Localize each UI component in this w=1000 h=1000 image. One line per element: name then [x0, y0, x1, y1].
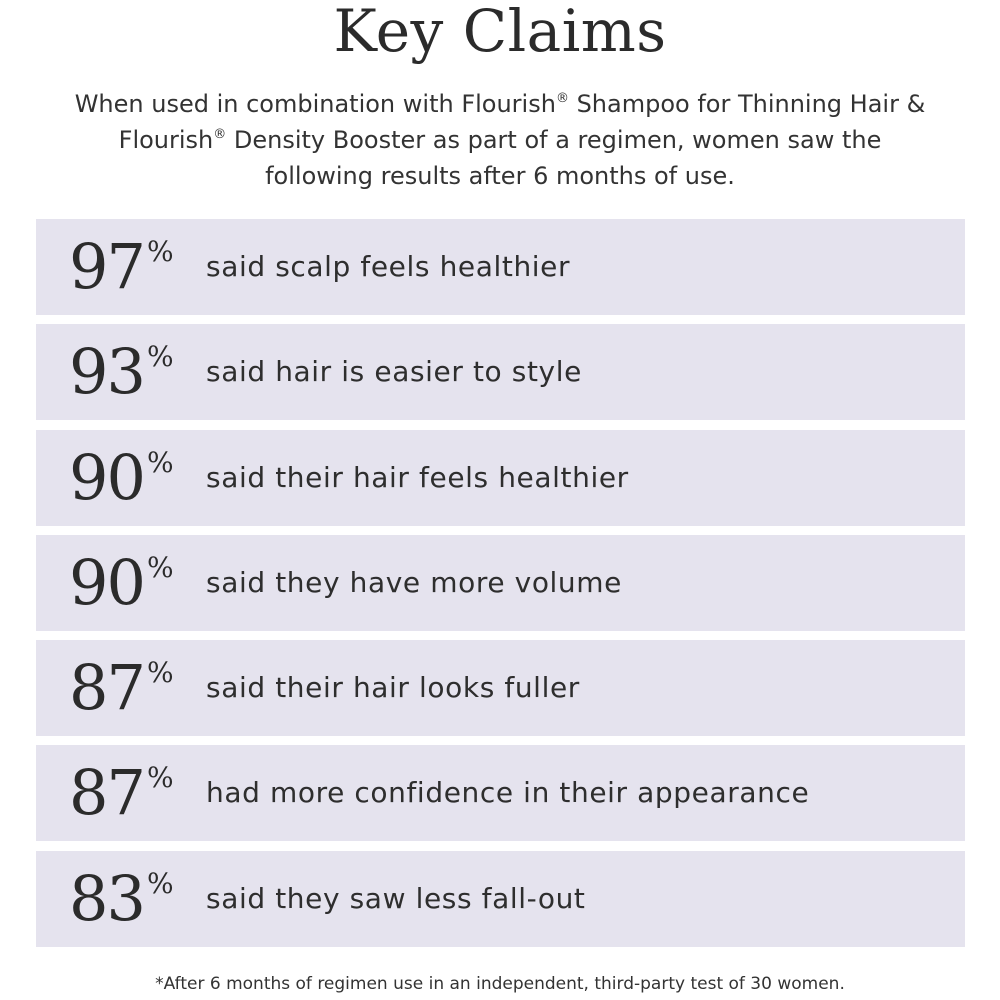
percent-sign: % [147, 761, 174, 795]
claim-percent-value: 87 [69, 651, 144, 725]
claim-text: said their hair feels healthier [206, 460, 629, 494]
claim-text: said they have more volume [206, 565, 622, 599]
claim-percent-value: 93 [69, 335, 144, 409]
claim-percent-value: 90 [69, 440, 144, 514]
intro-line-1: When used in combination with Flourish® Shampoo for Thinning Hair & [74, 90, 926, 118]
claim-row [36, 745, 965, 841]
claim-row [36, 219, 965, 315]
claims-list [36, 219, 965, 956]
claim-text: had more confidence in their appearance [206, 776, 810, 810]
claim-row [36, 851, 965, 947]
footnote: *After 6 months of regimen use in an independent, third-party test of 30 women. [155, 974, 845, 994]
percent-sign: % [147, 550, 174, 584]
claim-row [36, 640, 965, 736]
intro-line-3: following results after 6 months of use. [265, 162, 735, 190]
claim-row [36, 430, 965, 526]
registered-mark: ® [555, 91, 569, 106]
claim-row [36, 324, 965, 420]
claim-percent-value: 83 [69, 861, 144, 935]
registered-mark: ® [213, 127, 227, 142]
intro-text [30, 86, 970, 194]
intro-line-2: Flourish® Density Booster as part of a regimen, women saw the [118, 126, 882, 154]
percent-sign: % [147, 866, 174, 900]
percent-sign: % [147, 656, 174, 690]
percent-sign: % [147, 340, 174, 374]
percent-sign: % [147, 445, 174, 479]
percent-sign: % [147, 235, 174, 268]
claim-percent-value: 97 [69, 230, 144, 303]
claim-percent-value: 90 [69, 545, 144, 619]
claim-text: said hair is easier to style [206, 355, 582, 389]
claim-text: said their hair looks fuller [206, 671, 580, 705]
page-title: Key Claims [333, 0, 667, 65]
claim-text: said scalp feels healthier [206, 250, 571, 283]
claim-text: said they saw less fall-out [206, 881, 586, 915]
claim-row [36, 535, 965, 631]
claim-percent-value: 87 [69, 756, 144, 830]
